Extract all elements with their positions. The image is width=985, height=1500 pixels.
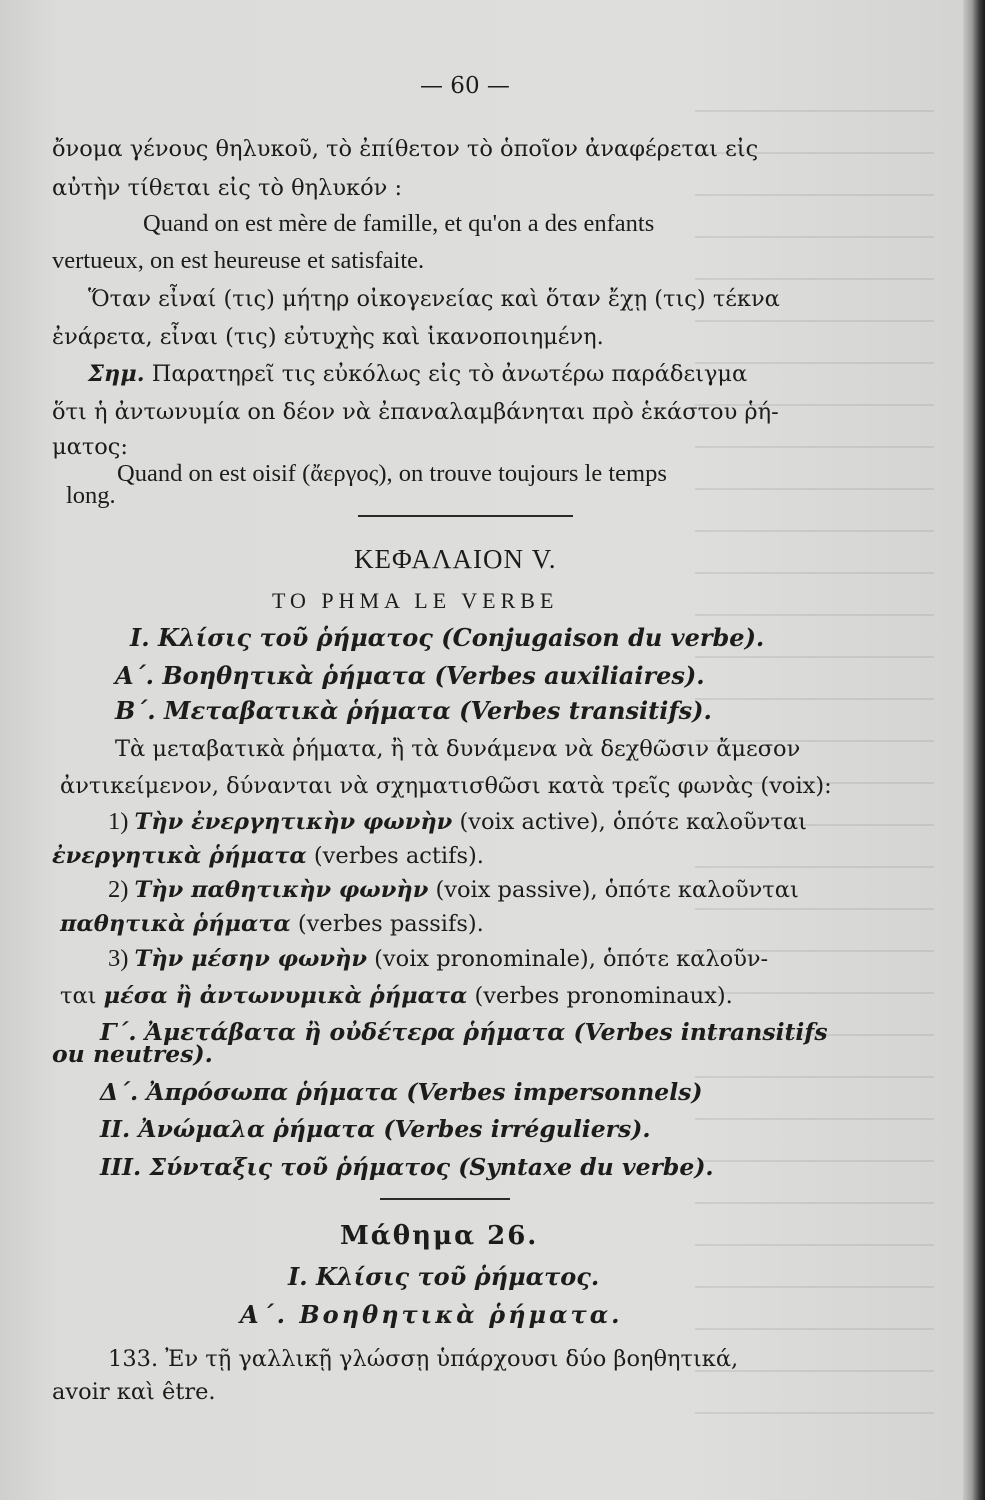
lesson-title: Μάθημα 26.	[340, 1221, 539, 1251]
voice-line	[108, 876, 799, 904]
voice-term: Τὴν μέσην φωνὴν	[134, 946, 367, 972]
voice-desc: (voix active), ὁπότε καλοῦνται	[452, 809, 807, 835]
voice-term: Τὴν ἐνεργητικὴν φωνὴν	[134, 809, 453, 835]
voice-term: παθητικὰ ῥήματα	[60, 911, 291, 937]
toc-item: I. Κλίσις τοῦ ῥήματος (Conjugaison du verbe).	[130, 623, 765, 652]
chapter-heading: ΚΕΦΑΛΑΙΟΝ V.	[354, 544, 557, 574]
voice-desc: (verbes pronominaux).	[467, 983, 733, 1009]
toc-item: III. Σύνταξις τοῦ ῥήματος (Syntaxe du verbe).	[100, 1153, 714, 1181]
voice-desc: ται	[60, 983, 104, 1009]
text-line: ἐνάρετα, εἶναι (τις) εὐτυχὴς καὶ ἱκανοποιημένη.	[52, 324, 604, 350]
divider	[380, 1198, 510, 1200]
toc-item: ou neutres).	[52, 1040, 213, 1068]
text-line: ὄνομα γένους θηλυκοῦ, τὸ ἐπίθετον τὸ ὁποῖον ἀναφέρεται εἰς	[52, 136, 759, 162]
voice-line	[60, 982, 733, 1010]
text-line: ἀντικείμενον, δύνανται νὰ σχηματισθῶσι κατὰ τρεῖς φωνὰς (voix):	[60, 773, 832, 799]
text-line: vertueux, on est heureuse et satisfaite.	[52, 247, 425, 274]
voice-term: μέσα ἢ ἀντωνυμικὰ ῥήματα	[103, 983, 468, 1009]
remark-label: Σημ.	[88, 361, 145, 387]
remark-line	[88, 360, 747, 388]
text-line: long.	[66, 482, 116, 509]
text-line: Quand on est oisif (ἄεργος), on trouve toujours le temps	[117, 460, 667, 487]
voice-line	[108, 808, 807, 836]
item-number: 1)	[108, 808, 135, 835]
voice-desc: (voix pronominale), ὁπότε καλοῦν-	[367, 946, 769, 972]
item-number: 3)	[108, 945, 135, 972]
chapter-subheading: ΤΟ ΡΗΜΑ LE VERBE	[272, 588, 559, 613]
text-line: Τὰ μεταβατικὰ ῥήματα, ἢ τὰ δυνάμενα νὰ δεχθῶσιν ἄμεσον	[115, 736, 801, 762]
voice-line	[108, 945, 768, 973]
toc-item: Α΄. Βοηθητικὰ ῥήματα (Verbes auxiliaires).	[115, 661, 705, 690]
voice-desc: (verbes actifs).	[306, 843, 484, 869]
divider	[358, 515, 573, 517]
voice-desc: (voix passive), ὁπότε καλοῦνται	[428, 877, 799, 903]
voice-desc: (verbes passifs).	[290, 911, 484, 937]
voice-line	[52, 842, 484, 870]
voice-line	[60, 910, 484, 938]
toc-item: II. Ἀνώμαλα ῥήματα (Verbes irréguliers).	[100, 1115, 651, 1143]
text-line: avoir καὶ être.	[52, 1379, 216, 1405]
lesson-subheading: Α΄. Βοηθητικὰ ῥήματα.	[240, 1300, 623, 1329]
item-number: 2)	[108, 876, 135, 903]
toc-item: Γ΄. Ἀμετάβατα ἢ οὐδέτερα ῥήματα (Verbes intransitifs	[100, 1018, 828, 1046]
remark-text: Παρατηρεῖ τις εὐκόλως εἰς τὸ ἀνωτέρω παράδειγμα	[151, 361, 748, 387]
lesson-subheading: I. Κλίσις τοῦ ῥήματος.	[288, 1262, 600, 1291]
text-line: 133. Ἐν τῇ γαλλικῇ γλώσσῃ ὑπάρχουσι δύο βοηθητικά,	[108, 1346, 739, 1372]
text-line: ματος:	[52, 434, 128, 460]
page-number: — 60 —	[420, 73, 510, 99]
text-line: Ὅταν εἶναί (τις) μήτηρ οἰκογενείας καὶ ὅταν ἔχῃ (τις) τέκνα	[88, 286, 780, 312]
text-line: Quand on est mère de famille, et qu'on a des enfants	[143, 210, 655, 237]
text-line: ὅτι ἡ ἀντωνυμία on δέον νὰ ἐπαναλαμβάνηται πρὸ ἑκάστου ῥή-	[52, 399, 779, 425]
voice-term: ἐνεργητικὰ ῥήματα	[52, 843, 307, 869]
text-line: αὐτὴν τίθεται εἰς τὸ θηλυκόν :	[52, 175, 403, 201]
toc-item: Β΄. Μεταβατικὰ ῥήματα (Verbes transitifs).	[115, 696, 712, 725]
voice-term: Τὴν παθητικὴν φωνὴν	[134, 877, 429, 903]
toc-item: Δ΄. Ἀπρόσωπα ῥήματα (Verbes impersonnels)	[100, 1078, 703, 1106]
